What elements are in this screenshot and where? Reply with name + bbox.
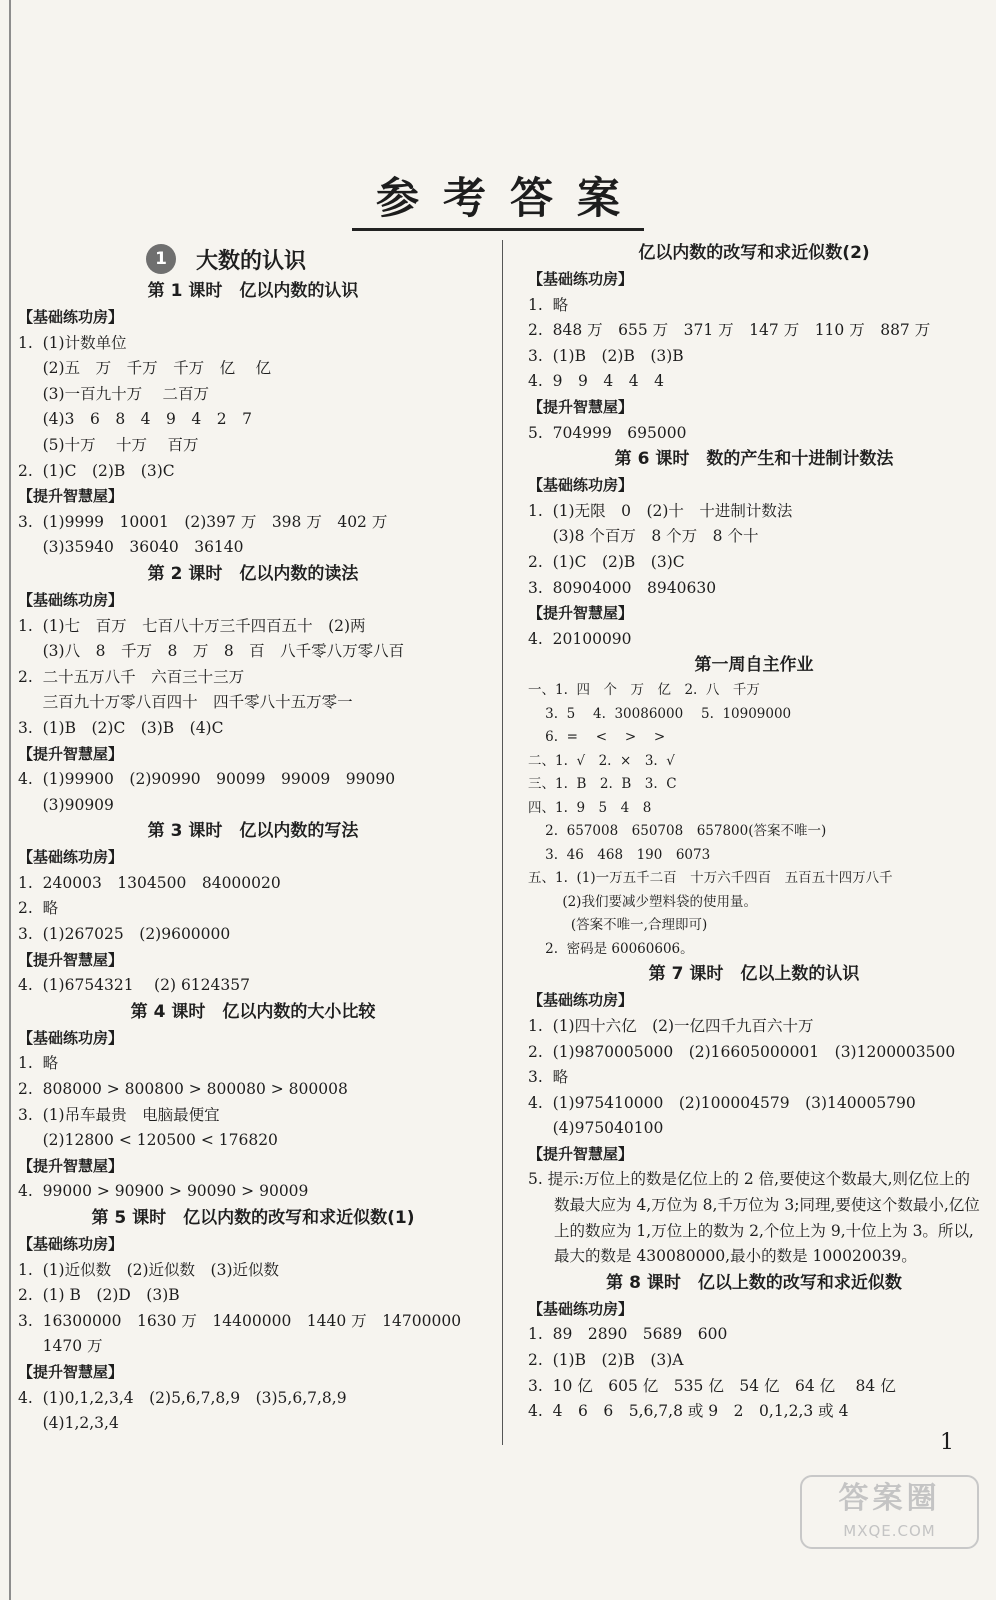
answer-line: (2)12800 < 120500 < 176820 bbox=[18, 1131, 278, 1150]
page-number: 1 bbox=[940, 1430, 954, 1455]
section-tag: 【提升智慧屋】 bbox=[18, 1156, 124, 1175]
answer-line: (4)1,2,3,4 bbox=[18, 1414, 119, 1433]
lesson-heading: 第 4 课时 亿以内数的大小比较 bbox=[130, 1001, 376, 1022]
section-tag: 【提升智慧屋】 bbox=[528, 1144, 634, 1163]
lesson-heading: 第 7 课时 亿以上数的认识 bbox=[648, 964, 860, 985]
answer-line: 二、1. √ 2. × 3. √ bbox=[528, 752, 675, 769]
answer-line: 2. 密码是 60060606。 bbox=[528, 940, 694, 957]
answer-line: 一、1. 四 个 万 亿 2. 八 千万 bbox=[528, 682, 760, 699]
answer-line: 4. 99000 > 90900 > 90090 > 90009 bbox=[18, 1182, 309, 1201]
answer-line: 1. 略 bbox=[528, 295, 569, 314]
answer-line: 五、1. (1)一万五千二百 十万六千四百 五百五十四万八千 bbox=[528, 870, 893, 887]
answer-line: 1. (1)计数单位 bbox=[18, 333, 127, 352]
answer-line: 1470 万 bbox=[18, 1337, 103, 1356]
answer-line: 3. (1)吊车最贵 电脑最便宜 bbox=[18, 1105, 220, 1124]
answer-line: 4. 20100090 bbox=[528, 629, 632, 648]
section-tag: 【基础练功房】 bbox=[18, 848, 124, 867]
answer-line: 3. 16300000 1630 万 14400000 1440 万 14700000 bbox=[18, 1311, 462, 1330]
lesson-heading: 第 6 课时 数的产生和十进制计数法 bbox=[614, 449, 894, 470]
answer-line: 3. 略 bbox=[528, 1068, 569, 1087]
section-tag: 【提升智慧屋】 bbox=[18, 487, 124, 506]
answer-line: 1. 略 bbox=[18, 1054, 59, 1073]
answer-line: 5. 704999 695000 bbox=[528, 423, 687, 442]
page-title: 参考答案 bbox=[0, 165, 996, 226]
answer-line: 3. 80904000 8940630 bbox=[528, 578, 717, 597]
answer-line: 3. 10 亿 605 亿 535 亿 54 亿 64 亿 84 亿 bbox=[528, 1376, 896, 1395]
section-tag: 【提升智慧屋】 bbox=[18, 950, 124, 969]
answer-line: 1. (1)四十六亿 (2)一亿四千九百六十万 bbox=[528, 1016, 814, 1035]
answer-line: 3. (1)B (2)C (3)B (4)C bbox=[18, 718, 224, 737]
page-edge bbox=[9, 0, 11, 1600]
answer-line: (3)8 个百万 8 个万 8 个十 bbox=[528, 527, 759, 546]
answer-line: 2. 848 万 655 万 371 万 147 万 110 万 887 万 bbox=[528, 321, 931, 340]
section-tag: 【提升智慧屋】 bbox=[18, 744, 124, 763]
answer-line: (5)十万 十万 百万 bbox=[18, 435, 199, 454]
lesson-heading: 亿以内数的改写和求近似数(2) bbox=[638, 243, 870, 263]
section-tag: 【提升智慧屋】 bbox=[18, 1362, 124, 1381]
section-tag: 【基础练功房】 bbox=[18, 1028, 124, 1047]
answer-line: (4)3 6 8 4 9 4 2 7 bbox=[18, 410, 252, 429]
answer-line: 2. 略 bbox=[18, 899, 59, 918]
section-tag: 【提升智慧屋】 bbox=[528, 604, 634, 623]
answer-line: 4. 9 9 4 4 4 bbox=[528, 372, 664, 391]
column-divider bbox=[502, 240, 503, 1445]
answer-line: (答案不唯一,合理即可) bbox=[528, 917, 708, 934]
answer-line: 4. (1)6754321 (2) 6124357 bbox=[18, 976, 250, 995]
right-answer-list bbox=[528, 240, 980, 1425]
answer-line: 3. (1)B (2)B (3)B bbox=[528, 346, 684, 365]
section-tag: 【基础练功房】 bbox=[18, 590, 124, 609]
answer-line: (2)五 万 千万 千万 亿 亿 bbox=[18, 359, 272, 378]
left-answer-list bbox=[18, 278, 488, 1437]
unit-heading bbox=[146, 240, 488, 278]
watermark-sub: MXQE.COM bbox=[843, 1522, 936, 1540]
answer-line: 4. (1)0,1,2,3,4 (2)5,6,7,8,9 (3)5,6,7,8,9 bbox=[18, 1388, 347, 1407]
answer-line: 3. (1)9999 10001 (2)397 万 398 万 402 万 bbox=[18, 512, 388, 531]
answer-line: 三百九十万零八百四十 四千零八十五万零一 bbox=[18, 693, 353, 712]
site-watermark-logo bbox=[800, 1475, 979, 1549]
answer-line: (3)一百九十万 二百万 bbox=[18, 384, 210, 403]
answer-line: 6. = < > > bbox=[528, 729, 666, 746]
answer-line: (3)八 8 千万 8 万 8 百 八千零八万零八百 bbox=[18, 642, 405, 661]
lesson-heading: 第 5 课时 亿以内数的改写和求近似数(1) bbox=[91, 1208, 415, 1228]
answer-line: 4. (1)99900 (2)90990 90099 99009 99090 bbox=[18, 770, 396, 789]
answer-line: 1. 240003 1304500 84000020 bbox=[18, 873, 281, 892]
answer-line: 2. 657008 650708 657800(答案不唯一) bbox=[528, 823, 827, 840]
section-tag: 【基础练功房】 bbox=[528, 991, 634, 1010]
unit-title: 大数的认识 bbox=[196, 248, 307, 274]
answer-line: (3)35940 36040 36140 bbox=[18, 538, 244, 557]
answer-line: 3. (1)267025 (2)9600000 bbox=[18, 925, 231, 944]
answer-line: 2. (1) B (2)D (3)B bbox=[18, 1286, 180, 1305]
answer-line: 4. 4 6 6 5,6,7,8 或 9 2 0,1,2,3 或 4 bbox=[528, 1402, 849, 1421]
lesson-heading: 第一周自主作业 bbox=[694, 655, 814, 676]
section-tag: 【提升智慧屋】 bbox=[528, 397, 634, 416]
answer-line: 1. 89 2890 5689 600 bbox=[528, 1325, 728, 1344]
answer-line: 2. (1)C (2)B (3)C bbox=[528, 552, 685, 571]
answer-line: 1. (1)无限 0 (2)十 十进制计数法 bbox=[528, 501, 793, 520]
answer-line: 2. (1)C (2)B (3)C bbox=[18, 461, 175, 480]
answer-line: (2)我们要减少塑料袋的使用量。 bbox=[528, 893, 757, 910]
answer-line: 2. 808000 > 800800 > 800080 > 800008 bbox=[18, 1080, 348, 1099]
answer-line: 1. (1)近似数 (2)近似数 (3)近似数 bbox=[18, 1260, 280, 1279]
answer-line: 3. 46 468 190 6073 bbox=[528, 846, 711, 863]
left-column bbox=[18, 240, 488, 1437]
answer-line: 4. (1)975410000 (2)100004579 (3)140005790 bbox=[528, 1093, 916, 1112]
section-tag: 【基础练功房】 bbox=[528, 270, 634, 288]
answer-line: (3)90909 bbox=[18, 795, 114, 814]
lesson-heading: 第 1 课时 亿以内数的认识 bbox=[147, 281, 359, 301]
unit-number-badge: 1 bbox=[146, 244, 176, 274]
answer-line: 2. 二十五万八千 六百三十三万 bbox=[18, 667, 245, 686]
answer-line: (4)975040100 bbox=[528, 1119, 664, 1138]
watermark-main: 答案圈 bbox=[838, 1481, 941, 1516]
lesson-heading: 第 2 课时 亿以内数的读法 bbox=[147, 563, 359, 584]
section-tag: 【基础练功房】 bbox=[18, 1235, 124, 1253]
section-tag: 【基础练功房】 bbox=[528, 476, 634, 495]
answer-line: 2. (1)9870005000 (2)16605000001 (3)1200003500 bbox=[528, 1042, 956, 1061]
answer-line: 1. (1)七 百万 七百八十万三千四百五十 (2)两 bbox=[18, 616, 366, 635]
section-tag: 【基础练功房】 bbox=[18, 308, 124, 326]
lesson-heading: 第 3 课时 亿以内数的写法 bbox=[147, 821, 359, 842]
right-column bbox=[528, 240, 980, 1425]
lesson-heading: 第 8 课时 亿以上数的改写和求近似数 bbox=[606, 1272, 902, 1293]
section-tag: 【基础练功房】 bbox=[528, 1299, 634, 1318]
answer-line: 2. (1)B (2)B (3)A bbox=[528, 1351, 684, 1370]
answer-paragraph: 5. 提示:万位上的数是亿位上的 2 倍,要使这个数最大,则亿位上的数最大应为 4,万位为 8,千万位为 3;同理,要使这个数最小,亿位上的数应为 1,万位上的数为 2,个位上为 9,十位上为 3。所以,最大的数是 430080000,最小的数是 100020039。 bbox=[528, 1170, 980, 1266]
answer-line: 三、1. B 2. B 3. C bbox=[528, 776, 677, 793]
answer-line: 3. 5 4. 30086000 5. 10909000 bbox=[528, 705, 792, 722]
answer-line: 四、1. 9 5 4 8 bbox=[528, 799, 652, 816]
